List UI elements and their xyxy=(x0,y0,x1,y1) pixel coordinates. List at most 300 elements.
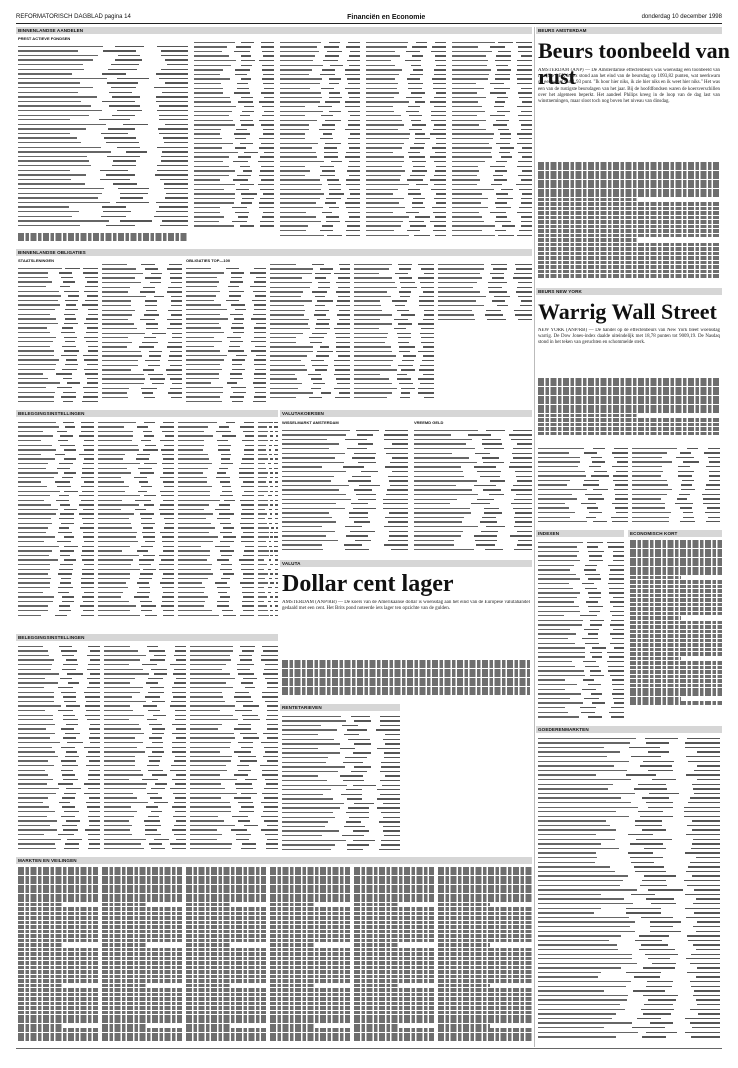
filler-line xyxy=(186,1019,266,1023)
filler-line xyxy=(18,1011,98,1015)
filler-line xyxy=(538,409,720,413)
filler-line xyxy=(102,939,182,943)
filler-line xyxy=(186,898,266,902)
sub-label-vreemd-geld: VREEMD GELD xyxy=(414,420,444,425)
filler-row xyxy=(414,547,532,552)
filler-line xyxy=(102,898,182,902)
filler-line xyxy=(186,1015,266,1019)
filler-line xyxy=(630,666,722,670)
filler-line xyxy=(538,427,720,431)
filler-line xyxy=(538,198,638,202)
filler-line xyxy=(186,907,266,911)
filler-line xyxy=(186,916,266,920)
filler-line xyxy=(538,400,720,404)
filler-line xyxy=(354,912,434,916)
filler-line xyxy=(354,1015,434,1019)
filler-line xyxy=(438,1019,532,1023)
filler-line xyxy=(354,898,434,902)
filler-line xyxy=(354,907,434,911)
filler-line xyxy=(438,894,532,898)
filler-line xyxy=(630,701,722,705)
section-bar-binnenlandse-obligaties: BINNENLANDSE OBLIGATIES xyxy=(16,249,532,256)
filler-line xyxy=(18,966,98,970)
filler-line xyxy=(354,939,434,943)
filler-line xyxy=(538,274,720,278)
filler-line xyxy=(186,934,266,938)
filler-line xyxy=(18,957,98,961)
dollar-article-more xyxy=(282,660,530,700)
filler-line xyxy=(186,1011,266,1015)
header-rule xyxy=(16,23,722,24)
filler-line xyxy=(18,237,188,241)
filler-line xyxy=(18,1024,62,1028)
filler-line xyxy=(538,256,720,260)
filler-line xyxy=(538,193,720,197)
filler-line xyxy=(102,894,182,898)
section-bar-beurs-amsterdam: BEURS AMSTERDAM xyxy=(536,27,722,34)
filler-line xyxy=(270,979,350,983)
filler-line xyxy=(270,921,350,925)
filler-line xyxy=(354,943,398,947)
filler-line xyxy=(102,1028,182,1032)
filler-line xyxy=(630,603,722,607)
filler-line xyxy=(102,975,182,979)
markten-column-5 xyxy=(354,867,434,1045)
filler-line xyxy=(270,1002,350,1006)
filler-line xyxy=(102,1033,182,1037)
filler-line xyxy=(282,687,530,691)
filler-line xyxy=(538,184,720,188)
filler-line xyxy=(18,921,98,925)
filler-line xyxy=(630,598,722,602)
filler-line xyxy=(354,961,434,965)
filler-line xyxy=(186,894,266,898)
filler-line xyxy=(102,988,182,992)
filler-line xyxy=(538,166,720,170)
footer-rule xyxy=(16,1048,722,1049)
filler-line xyxy=(18,903,62,907)
filler-line xyxy=(102,907,182,911)
markten-column-1 xyxy=(18,867,98,1045)
filler-line xyxy=(630,697,681,701)
filler-line xyxy=(102,1024,146,1028)
filler-line xyxy=(102,952,182,956)
table-beleggingen-4 xyxy=(258,420,278,620)
filler-line xyxy=(538,270,720,274)
filler-line xyxy=(438,934,532,938)
filler-line xyxy=(538,414,638,418)
filler-line xyxy=(630,616,681,620)
filler-line xyxy=(18,961,98,965)
filler-line xyxy=(282,691,530,695)
filler-line xyxy=(538,175,720,179)
filler-line xyxy=(102,948,182,952)
filler-line xyxy=(354,867,434,871)
filler-line xyxy=(354,934,434,938)
filler-line xyxy=(538,378,720,382)
filler-line xyxy=(354,885,434,889)
filler-line xyxy=(630,661,722,665)
filler-line xyxy=(18,898,98,902)
filler-line xyxy=(102,871,182,875)
filler-row xyxy=(538,520,628,525)
markten-column-2 xyxy=(102,867,182,1045)
table-aandelen-2 xyxy=(194,40,274,230)
filler-line xyxy=(18,952,98,956)
filler-line xyxy=(18,912,98,916)
filler-line xyxy=(270,930,350,934)
filler-row xyxy=(18,399,98,404)
filler-line xyxy=(630,657,681,661)
filler-line xyxy=(270,934,350,938)
filler-line xyxy=(354,979,434,983)
filler-line xyxy=(18,939,98,943)
table-wisselmarkt xyxy=(282,428,408,556)
filler-row xyxy=(190,846,278,851)
filler-line xyxy=(102,930,182,934)
table-aandelen-3 xyxy=(280,40,360,240)
filler-line xyxy=(538,418,720,422)
table-beleggingen-1 xyxy=(18,420,94,620)
filler-line xyxy=(630,549,722,553)
filler-line xyxy=(630,625,722,629)
table-obligaties-2 xyxy=(102,262,182,404)
filler-line xyxy=(438,1002,532,1006)
filler-line xyxy=(538,432,720,436)
table-beurs-ny-1 xyxy=(538,446,628,526)
filler-line xyxy=(102,921,182,925)
filler-line xyxy=(630,607,722,611)
filler-line xyxy=(282,669,530,673)
filler-line xyxy=(18,876,98,880)
filler-line xyxy=(630,652,722,656)
section-bar-valuta: VALUTA xyxy=(280,560,532,567)
table-obligaties-1 xyxy=(18,266,98,404)
filler-line xyxy=(630,562,722,566)
filler-line xyxy=(102,912,182,916)
filler-line xyxy=(354,952,434,956)
filler-line xyxy=(186,952,266,956)
section-bar-beleggingsinstellingen-1: BELEGGINGSINSTELLINGEN xyxy=(16,410,278,417)
filler-line xyxy=(18,934,98,938)
filler-line xyxy=(270,961,350,965)
filler-row xyxy=(438,317,532,322)
filler-line xyxy=(438,1028,532,1032)
table-obligaties-6 xyxy=(438,262,532,322)
filler-line xyxy=(438,993,532,997)
filler-line xyxy=(102,1037,182,1041)
filler-line xyxy=(438,876,532,880)
filler-line xyxy=(354,970,434,974)
table-beleggingen-3 xyxy=(178,420,254,620)
filler-line xyxy=(438,979,532,983)
filler-line xyxy=(538,207,720,211)
filler-line xyxy=(270,988,350,992)
filler-line xyxy=(354,903,398,907)
table-obligaties-5 xyxy=(354,262,434,404)
filler-line xyxy=(18,930,98,934)
markten-column-4 xyxy=(270,867,350,1045)
filler-line xyxy=(354,1024,398,1028)
filler-line xyxy=(354,921,434,925)
filler-row xyxy=(538,715,624,720)
filler-line xyxy=(270,867,350,871)
filler-line xyxy=(18,880,98,884)
filler-row xyxy=(18,846,100,851)
filler-line xyxy=(538,396,720,400)
filler-line xyxy=(270,1037,350,1041)
filler-line xyxy=(270,1028,350,1032)
filler-line xyxy=(438,1024,490,1028)
table-beleggingen-5 xyxy=(18,644,100,852)
filler-line xyxy=(438,961,532,965)
filler-line xyxy=(186,1028,266,1032)
filler-line xyxy=(186,1006,266,1010)
filler-line xyxy=(186,939,266,943)
filler-line xyxy=(438,966,532,970)
filler-line xyxy=(438,885,532,889)
filler-line xyxy=(354,966,434,970)
table-obligaties-3 xyxy=(186,266,266,404)
table-indexen xyxy=(538,540,624,720)
amsterdam-headline: Beurs toonbeeld van rust xyxy=(538,38,730,89)
filler-line xyxy=(270,993,350,997)
filler-line xyxy=(18,948,98,952)
filler-line xyxy=(186,966,266,970)
filler-row xyxy=(178,613,254,618)
filler-line xyxy=(438,1006,532,1010)
filler-line xyxy=(438,925,532,929)
filler-line xyxy=(186,876,266,880)
filler-line xyxy=(538,229,720,233)
filler-line xyxy=(354,997,434,1001)
filler-line xyxy=(354,871,434,875)
amsterdam-article-more xyxy=(538,162,720,282)
filler-line xyxy=(354,894,434,898)
filler-line xyxy=(270,885,350,889)
filler-line xyxy=(630,634,722,638)
filler-line xyxy=(538,382,720,386)
filler-line xyxy=(630,643,722,647)
filler-line xyxy=(102,916,182,920)
filler-line xyxy=(18,979,98,983)
filler-line xyxy=(630,567,722,571)
filler-row xyxy=(194,224,274,229)
filler-line xyxy=(18,1019,98,1023)
filler-line xyxy=(538,211,720,215)
filler-line xyxy=(354,925,434,929)
filler-line xyxy=(102,979,182,983)
filler-row xyxy=(98,613,174,618)
filler-line xyxy=(18,1028,98,1032)
filler-line xyxy=(354,880,434,884)
filler-line xyxy=(354,993,434,997)
filler-line xyxy=(282,678,530,682)
filler-line xyxy=(538,265,720,269)
section-bar-markten: MARKTEN EN VEILINGEN xyxy=(16,857,532,864)
filler-line xyxy=(630,621,722,625)
filler-line xyxy=(270,898,350,902)
filler-row xyxy=(366,233,446,238)
filler-line xyxy=(270,970,350,974)
filler-line xyxy=(18,1037,98,1041)
sub-label-wisselmarkt: WISSELMARKT AMSTERDAM xyxy=(282,420,339,425)
dollar-headline: Dollar cent lager xyxy=(282,571,454,597)
filler-line xyxy=(438,889,532,893)
filler-line xyxy=(270,943,314,947)
sub-label-staatsleningen: STAATSLENINGEN xyxy=(18,258,55,263)
filler-line xyxy=(354,984,398,988)
filler-line xyxy=(354,948,434,952)
filler-line xyxy=(186,921,266,925)
filler-line xyxy=(102,984,146,988)
filler-line xyxy=(270,916,350,920)
section-bar-valutakoersen: VALUTAKOERSEN xyxy=(280,410,532,417)
filler-line xyxy=(18,984,62,988)
filler-line xyxy=(354,957,434,961)
filler-line xyxy=(630,585,722,589)
filler-line xyxy=(354,930,434,934)
filler-line xyxy=(354,1011,434,1015)
filler-line xyxy=(18,1006,98,1010)
filler-line xyxy=(186,979,266,983)
filler-line xyxy=(18,233,188,237)
filler-line xyxy=(630,571,722,575)
filler-line xyxy=(354,1037,434,1041)
filler-line xyxy=(102,889,182,893)
section-bar-beleggingsinstellingen-2: BELEGGINGSINSTELLINGEN xyxy=(16,634,278,641)
filler-line xyxy=(270,975,350,979)
filler-line xyxy=(630,679,722,683)
filler-line xyxy=(102,903,146,907)
section-bar-goederenmarkten: GOEDERENMARKTEN xyxy=(536,726,722,733)
filler-line xyxy=(438,1011,532,1015)
filler-line xyxy=(186,943,230,947)
filler-line xyxy=(186,984,230,988)
filler-line xyxy=(186,867,266,871)
markten-column-3 xyxy=(186,867,266,1045)
filler-line xyxy=(630,594,722,598)
filler-line xyxy=(18,997,98,1001)
filler-line xyxy=(102,1015,182,1019)
markten-column-6 xyxy=(438,867,532,1045)
filler-line xyxy=(538,189,720,193)
filler-line xyxy=(438,957,532,961)
filler-row xyxy=(282,847,400,852)
economisch-kort-text xyxy=(630,540,722,708)
filler-line xyxy=(270,876,350,880)
filler-line xyxy=(538,243,720,247)
filler-line xyxy=(270,894,350,898)
filler-line xyxy=(630,648,722,652)
filler-line xyxy=(186,871,266,875)
filler-line xyxy=(186,925,266,929)
sub-label-obligaties-top: OBLIGATIES TOP—100 xyxy=(186,258,231,263)
filler-line xyxy=(102,961,182,965)
filler-line xyxy=(270,1015,350,1019)
filler-line xyxy=(270,966,350,970)
filler-row xyxy=(18,223,188,228)
filler-line xyxy=(630,540,722,544)
filler-line xyxy=(102,925,182,929)
filler-line xyxy=(630,558,722,562)
filler-line xyxy=(186,1002,266,1006)
filler-line xyxy=(438,948,532,952)
filler-line xyxy=(354,916,434,920)
filler-line xyxy=(630,639,722,643)
filler-line xyxy=(630,544,722,548)
filler-row xyxy=(282,547,408,552)
filler-line xyxy=(354,1028,434,1032)
filler-line xyxy=(438,943,490,947)
filler-line xyxy=(102,966,182,970)
filler-line xyxy=(630,670,722,674)
filler-line xyxy=(186,885,266,889)
filler-line xyxy=(438,903,490,907)
filler-line xyxy=(354,889,434,893)
filler-line xyxy=(18,993,98,997)
table-beleggingen-7 xyxy=(190,644,278,852)
filler-row xyxy=(186,399,266,404)
filler-line xyxy=(538,216,720,220)
filler-line xyxy=(102,880,182,884)
filler-line xyxy=(186,988,266,992)
filler-line xyxy=(186,889,266,893)
table-beleggingen-2 xyxy=(98,420,174,620)
filler-line xyxy=(438,867,532,871)
filler-row xyxy=(104,846,186,851)
filler-line xyxy=(270,925,350,929)
filler-line xyxy=(438,1015,532,1019)
filler-row xyxy=(258,613,278,618)
filler-line xyxy=(270,997,350,1001)
filler-line xyxy=(438,952,532,956)
filler-line xyxy=(270,952,350,956)
filler-row xyxy=(452,233,532,238)
sub-label-prest-actieve: PREST ACTIEVE FONDSEN xyxy=(18,36,71,41)
filler-line xyxy=(270,1011,350,1015)
filler-line xyxy=(18,867,98,871)
filler-line xyxy=(630,692,722,696)
filler-line xyxy=(630,589,722,593)
filler-row xyxy=(538,1035,720,1040)
table-vreemd-geld xyxy=(414,428,532,556)
table-beurs-ny-2 xyxy=(632,446,720,526)
header-center: Financiën en Economie xyxy=(347,13,426,21)
filler-row xyxy=(280,233,360,238)
filler-line xyxy=(438,930,532,934)
filler-line xyxy=(186,957,266,961)
notes-block xyxy=(18,233,188,245)
section-bar-indexen: INDEXEN xyxy=(536,530,624,537)
filler-line xyxy=(538,225,720,229)
filler-line xyxy=(438,871,532,875)
filler-line xyxy=(270,939,350,943)
filler-line xyxy=(18,871,98,875)
filler-line xyxy=(18,988,98,992)
filler-line xyxy=(630,553,722,557)
filler-line xyxy=(18,970,98,974)
filler-row xyxy=(102,395,182,400)
filler-line xyxy=(438,988,532,992)
filler-line xyxy=(186,997,266,1001)
filler-line xyxy=(538,423,720,427)
filler-line xyxy=(102,1006,182,1010)
filler-line xyxy=(186,961,266,965)
filler-line xyxy=(102,867,182,871)
filler-line xyxy=(186,880,266,884)
amsterdam-article-body: AMSTERDAM (ANP) — De Amsterdamse effectenbeurs was woensdag een toonbeeld van rust. De AEX-index stond aan het eind van de beursdag op 1093,82 punten, wat neerkwam op een winst van 1,93 punt. "Ik hoor hier niks, ik zie hier niks en ik weet hier niks." Het was een van de rustigste beursdagen van het jaar. Bij de hoofdfondsen waren de koersverschillen over het algemeen beperkt. Het aandeel Philips kreeg in de loop van de dag last van winstnemingen, maar sloot toch nog boven het niveau van dinsdag. xyxy=(538,68,720,105)
